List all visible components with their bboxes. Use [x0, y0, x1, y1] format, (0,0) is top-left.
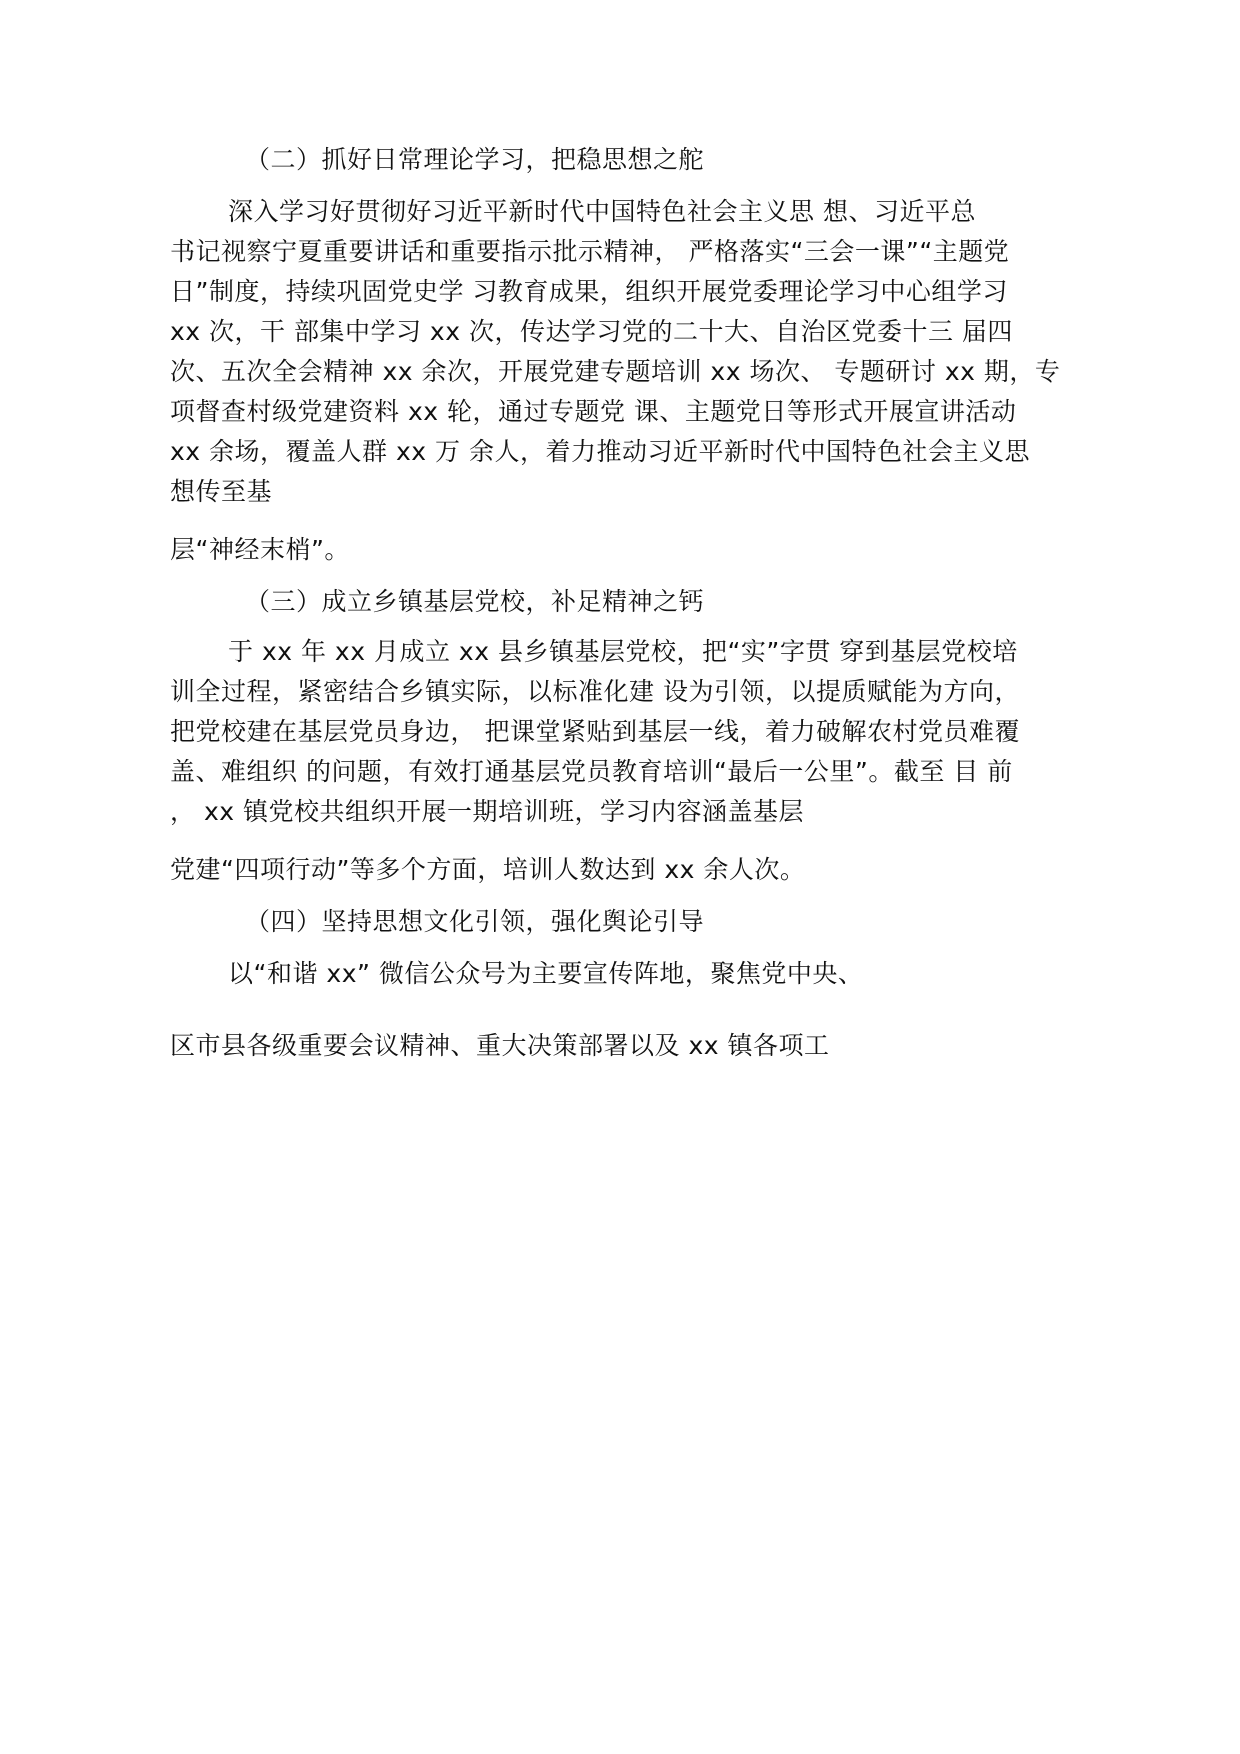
paragraph-line: 区市县各级重要会议精神、重大决策部署以及 xx 镇各项工 — [170, 1031, 830, 1060]
paragraph-line: 想传至基 — [170, 477, 273, 506]
paragraph-line: xx 余场，覆盖人群 xx 万 余人，着力推动习近平新时代中国特色社会主义思 — [170, 437, 1030, 466]
paragraph-line: 盖、难组织 的问题，有效打通基层党员教育培训“最后一公里”。截至 目 前 — [170, 757, 1013, 786]
paragraph-line: 日”制度，持续巩固党史学 习教育成果，组织开展党委理论学习中心组学习 — [170, 277, 1008, 306]
paragraph-line: 以“和谐 xx” 微信公众号为主要宣传阵地，聚焦党中央、 — [228, 959, 864, 988]
paragraph-line: xx 次，干 部集中学习 xx 次，传达学习党的二十大、自治区党委十三 届四 — [170, 317, 1013, 346]
paragraph-line: 党建“四项行动”等多个方面，培训人数达到 xx 余人次。 — [170, 855, 806, 884]
paragraph-line: 于 xx 年 xx 月成立 xx 县乡镇基层党校，把“实”字贯 穿到基层党校培 — [228, 637, 1018, 666]
paragraph-line: 把党校建在基层党员身边， 把课堂紧贴到基层一线，着力破解农村党员难覆 — [170, 717, 1020, 746]
paragraph-line: 深入学习好贯彻好习近平新时代中国特色社会主义思 想、习近平总 — [228, 197, 976, 226]
paragraph-line: ， xx 镇党校共组织开展一期培训班，学习内容涵盖基层 — [170, 797, 804, 826]
section-heading-3: （三）成立乡镇基层党校，补足精神之钙 — [245, 587, 705, 616]
section-heading-4: （四）坚持思想文化引领，强化舆论引导 — [245, 907, 705, 936]
paragraph-line: 项督查村级党建资料 xx 轮，通过专题党 课、主题党日等形式开展宣讲活动 — [170, 397, 1017, 426]
paragraph-line: 书记视察宁夏重要讲话和重要指示批示精神， 严格落实“三会一课”“主题党 — [170, 237, 1010, 266]
section-heading-2: （二）抓好日常理论学习，把稳思想之舵 — [245, 145, 705, 174]
paragraph-line: 层“神经末梢”。 — [170, 535, 350, 564]
paragraph-line: 训全过程，紧密结合乡镇实际，以标准化建 设为引领，以提质赋能为方向， — [170, 677, 1020, 706]
paragraph-line: 次、五次全会精神 xx 余次，开展党建专题培训 xx 场次、 专题研讨 xx 期，专 — [170, 357, 1061, 386]
